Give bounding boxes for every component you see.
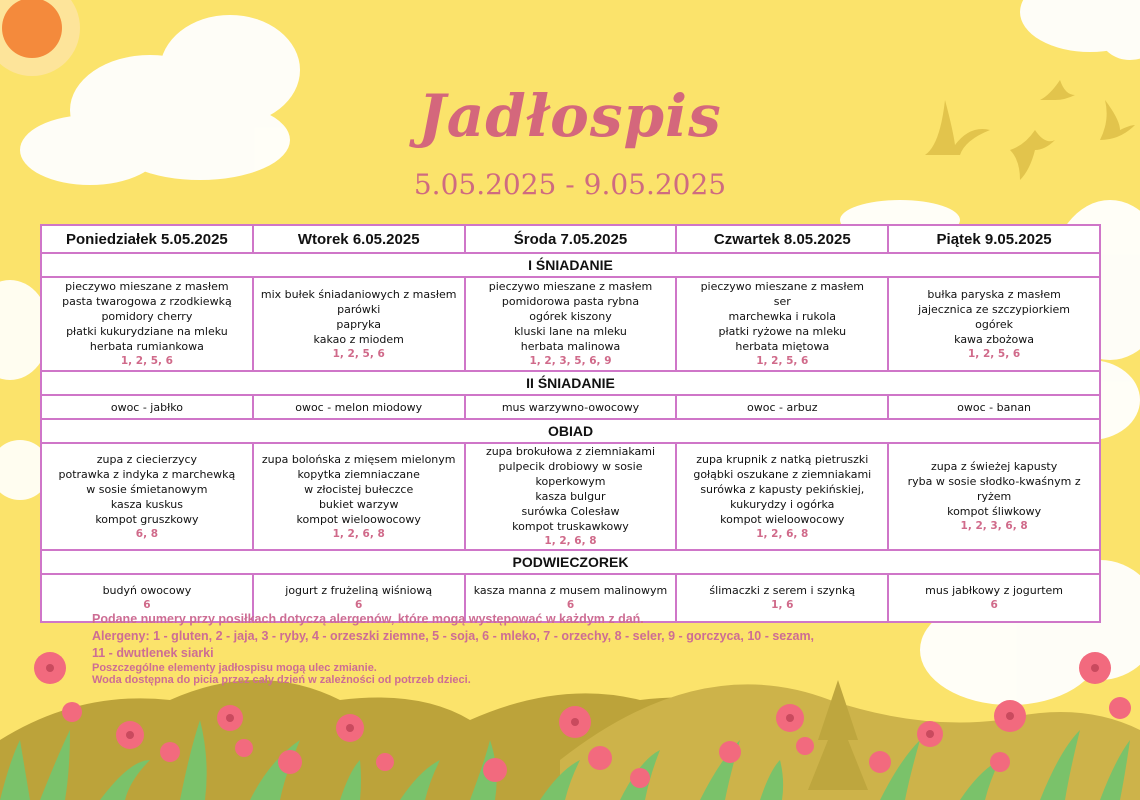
menu-item: w złocistej bułeczce: [304, 482, 414, 496]
menu-item: zupa z świeżej kapusty: [930, 460, 1058, 473]
allergen-codes: 1, 2, 5, 6: [332, 347, 385, 360]
day-header: Poniedziałek 5.05.2025: [41, 225, 253, 253]
menu-item: ogórek: [975, 317, 1014, 331]
meal-row: [41, 395, 1100, 419]
allergen-codes: 1, 6: [771, 599, 794, 611]
allergen-codes: 1, 2, 6, 8: [756, 527, 809, 540]
menu-item: kluski lane na mleku: [514, 325, 627, 338]
meal-row: [41, 443, 1100, 550]
allergen-codes: 6: [355, 599, 363, 611]
menu-item: owoc - jabłko: [110, 400, 183, 414]
date-range: 5.05.2025 - 9.05.2025: [413, 168, 727, 201]
menu-item: surówka z kapusty pekińskiej,: [700, 482, 865, 496]
menu-item: owoc - arbuz: [747, 400, 818, 414]
meal-cell: [465, 443, 677, 550]
menu-item: owoc - melon miodowy: [295, 400, 423, 414]
page-title: Jadłospis: [418, 82, 722, 150]
section-title: OBIAD: [41, 419, 1100, 443]
allergen-codes: 1, 2, 5, 6: [968, 347, 1021, 360]
menu-item: kakao z miodem: [313, 332, 404, 346]
menu-item: kompot wieloowocowy: [720, 512, 845, 526]
menu-item: ser: [773, 295, 791, 308]
menu-item: zupa brokułowa z ziemniakami: [485, 445, 656, 458]
menu-item: kopytka ziemniaczane: [297, 467, 420, 481]
menu-item: mix bułek śniadaniowych z masłem: [260, 287, 457, 301]
note-line: 11 - dwutlenek siarki: [92, 646, 214, 660]
allergen-notes: [92, 611, 814, 686]
menu-item: zupa bolońska z mięsem mielonym: [261, 452, 456, 466]
menu-item: marchewka i rukola: [728, 310, 837, 323]
menu-item: pieczywo mieszane z masłem: [700, 280, 865, 293]
meal-cell: [676, 443, 888, 550]
meal-row: [41, 277, 1100, 371]
menu-item: herbata miętowa: [735, 340, 830, 353]
menu-item: płatki kukurydziane na mleku: [66, 325, 228, 338]
meal-cell: [253, 443, 465, 550]
menu-table: [40, 224, 1101, 623]
menu-item: bukiet warzyw: [318, 497, 399, 511]
note-line: Woda dostępna do picia przez cały dzień w zależności od potrzeb dzieci.: [92, 674, 471, 686]
day-header-row: [41, 225, 1100, 253]
menu-item: mus jabłkowy z jogurtem: [925, 584, 1064, 597]
meal-cell: [465, 395, 677, 419]
allergen-codes: 6: [990, 599, 998, 611]
menu-item: kompot śliwkowy: [947, 505, 1042, 518]
menu-item: herbata rumiankowa: [89, 340, 204, 353]
menu-item: potrawka z indyka z marchewką: [58, 467, 236, 481]
menu-item: kompot truskawkowy: [512, 520, 629, 533]
menu-item: jogurt z frużeliną wiśniową: [285, 584, 433, 597]
meal-cell: [253, 277, 465, 371]
section-row: [41, 253, 1100, 277]
menu-item: pieczywo mieszane z masłem: [488, 280, 653, 293]
menu-item: kompot gruszkowy: [95, 512, 199, 526]
menu-item: kompot wieloowocowy: [296, 512, 421, 526]
menu-item: kasza manna z musem malinowym: [473, 584, 668, 597]
menu-item: ogórek kiszony: [529, 310, 612, 323]
day-header: Wtorek 6.05.2025: [253, 225, 465, 253]
note-line: Alergeny: 1 - gluten, 2 - jaja, 3 - ryby, 4 - orzeszki ziemne, 5 - soja, 6 - mleko, 7 - orzechy, 8 - seler, 9 - gorczyca, 10 - sezam,: [92, 629, 815, 643]
day-header: Piątek 9.05.2025: [888, 225, 1100, 253]
day-header: Środa 7.05.2025: [465, 225, 677, 253]
menu-item: pasta twarogowa z rzodkiewką: [62, 295, 232, 308]
section-title: I ŚNIADANIE: [41, 253, 1100, 277]
menu-item: kasza bulgur: [535, 490, 606, 503]
menu-item: bułka paryska z masłem: [927, 287, 1061, 301]
allergen-codes: 6, 8: [135, 527, 159, 540]
menu-item: zupa krupnik z natką pietruszki: [696, 452, 869, 466]
menu-item: pomidory cherry: [101, 310, 193, 323]
menu-item: płatki ryżowe na mleku: [718, 325, 847, 338]
menu-item: ryba w sosie słodko-kwaśnym z ryżem: [907, 475, 1081, 503]
menu-item: mus warzywno-owocowy: [501, 400, 640, 414]
meal-cell: [888, 277, 1100, 371]
allergen-codes: 1, 2, 6, 8: [544, 535, 597, 547]
allergen-codes: 6: [143, 599, 151, 611]
menu-item: gołąbki oszukane z ziemniakami: [693, 467, 872, 481]
menu-item: jajecznica ze szczypiorkiem: [918, 302, 1071, 316]
menu-item: surówka Colesław: [521, 505, 620, 518]
meal-cell: [41, 395, 253, 419]
allergen-codes: 1, 2, 6, 8: [332, 527, 385, 540]
menu-item: ślimaczki z serem i szynką: [709, 584, 856, 597]
allergen-codes: 6: [566, 599, 575, 611]
allergen-codes: 1, 2, 3, 6, 8: [960, 520, 1028, 532]
section-row: [41, 419, 1100, 443]
meal-cell: [676, 277, 888, 371]
menu-item: zupa z ciecierzycy: [96, 452, 198, 466]
allergen-codes: 1, 2, 5, 6: [756, 355, 809, 367]
menu-item: w sosie śmietanowym: [86, 482, 208, 496]
section-title: II ŚNIADANIE: [41, 371, 1100, 395]
menu-item: kawa zbożowa: [954, 332, 1035, 346]
menu-item: budyń owocowy: [102, 584, 192, 597]
menu-item: pieczywo mieszane z masłem: [65, 280, 229, 293]
menu-item: kasza kuskus: [110, 497, 183, 511]
meal-cell: [888, 443, 1100, 550]
meal-cell: [888, 574, 1100, 622]
allergen-codes: 1, 2, 3, 5, 6, 9: [529, 355, 612, 367]
menu-item: parówki: [337, 302, 381, 316]
menu-item: owoc - banan: [957, 400, 1032, 414]
meal-cell: [676, 395, 888, 419]
section-title: PODWIECZOREK: [41, 550, 1100, 574]
section-row: [41, 550, 1100, 574]
menu-item: papryka: [336, 317, 382, 331]
allergen-codes: 1, 2, 5, 6: [120, 355, 173, 367]
meal-cell: [253, 395, 465, 419]
section-row: [41, 371, 1100, 395]
menu-item: pulpecik drobiowy w sosie koperkowym: [498, 460, 643, 488]
meal-cell: [465, 277, 677, 371]
note-line: Podane numery przy posiłkach dotyczą alergenów, które mogą występować w każdym z dań.: [92, 612, 644, 626]
menu-item: herbata malinowa: [520, 340, 621, 353]
meal-cell: [888, 395, 1100, 419]
day-header: Czwartek 8.05.2025: [676, 225, 888, 253]
meal-cell: [41, 443, 253, 550]
meal-cell: [41, 277, 253, 371]
menu-item: kukurydzy i ogórka: [730, 497, 835, 511]
note-line: Poszczególne elementy jadłospisu mogą ulec zmianie.: [92, 662, 377, 674]
menu-item: pomidorowa pasta rybna: [501, 295, 640, 308]
